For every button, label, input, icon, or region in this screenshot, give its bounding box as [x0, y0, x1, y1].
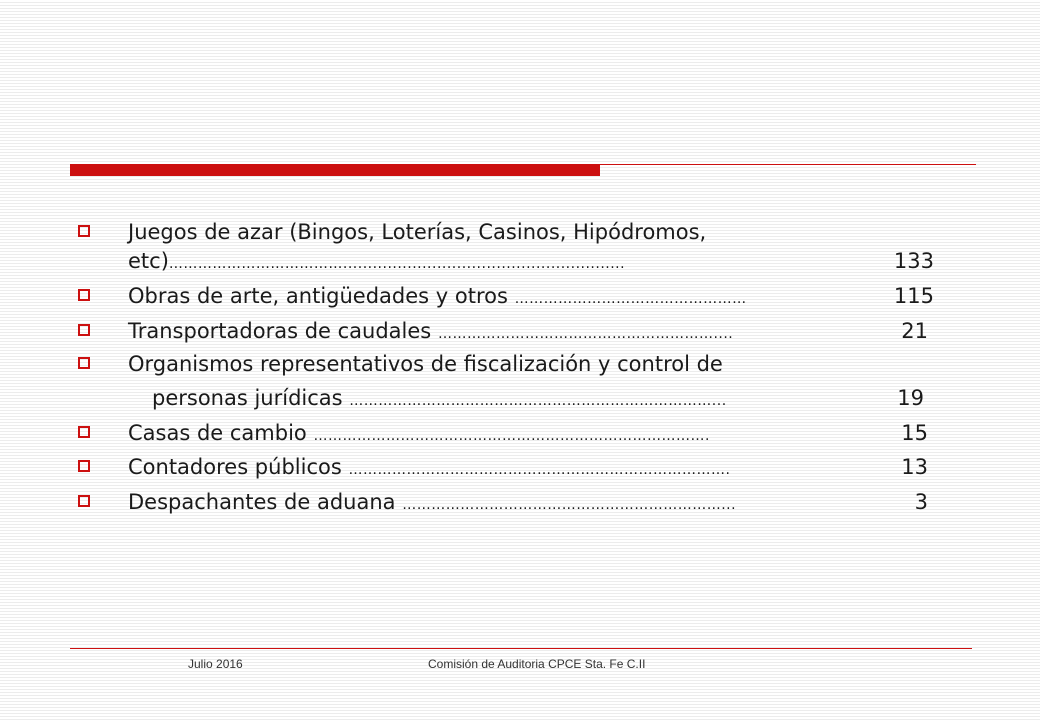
- list-item-label: Organismos representativos de fiscalización y control de: [128, 352, 723, 376]
- bullet-square-icon: [78, 460, 90, 472]
- list-item-count: 133: [893, 249, 934, 273]
- list-item-count: 13: [901, 455, 928, 479]
- list-item-count: 19: [897, 386, 924, 410]
- list-item-count: 21: [901, 319, 928, 343]
- footer-date: Julio 2016: [188, 657, 243, 671]
- bullet-square-icon: [78, 357, 90, 369]
- list-item: [128, 421, 710, 448]
- list-item-label: Casas de cambio: [128, 421, 307, 445]
- bullet-square-icon: [78, 324, 90, 336]
- bullet-square-icon: [78, 225, 90, 237]
- list-item-label: Obras de arte, antigüedades y otros: [128, 284, 508, 308]
- list-item-label: Transportadoras de caudales: [128, 319, 432, 343]
- leader-dots: ……………………………………………………………………….: [313, 428, 710, 444]
- leader-dots: …………………………………………: [514, 291, 747, 307]
- leader-dots: ……………………………….........................................................: [168, 256, 626, 272]
- list-item: [128, 284, 747, 311]
- bullet-square-icon: [78, 426, 90, 438]
- bullet-square-icon: [78, 495, 90, 507]
- list-item-label: Despachantes de aduana: [128, 490, 396, 514]
- list-item: [128, 455, 730, 482]
- leader-dots: …………………………………………………………………...: [349, 393, 727, 409]
- list-item-count: 3: [914, 490, 928, 514]
- list-item-label-continued: [128, 249, 625, 276]
- list-item-count: 15: [901, 421, 928, 445]
- list-item-label: Juegos de azar (Bingos, Loterías, Casinos, Hipódromos,: [128, 220, 707, 244]
- footer-credit: Comisión de Auditoria CPCE Sta. Fe C.II: [428, 657, 646, 671]
- bullet-square-icon: [78, 289, 90, 301]
- list-item: [128, 490, 736, 517]
- list-item-label-continued: [152, 386, 727, 413]
- footer-rule: [70, 648, 972, 649]
- list-item-label: Contadores públicos: [128, 455, 342, 479]
- leader-dots: …………………………………………………………...: [402, 497, 737, 513]
- list-item-count: 115: [893, 284, 934, 308]
- list-item-label-tail: personas jurídicas: [152, 386, 343, 410]
- leader-dots: …………………………………………………………………….: [348, 462, 731, 478]
- leader-dots: …………………………………………………....: [437, 326, 734, 342]
- list-item-label-tail: etc): [128, 249, 169, 273]
- list-item: [128, 319, 733, 346]
